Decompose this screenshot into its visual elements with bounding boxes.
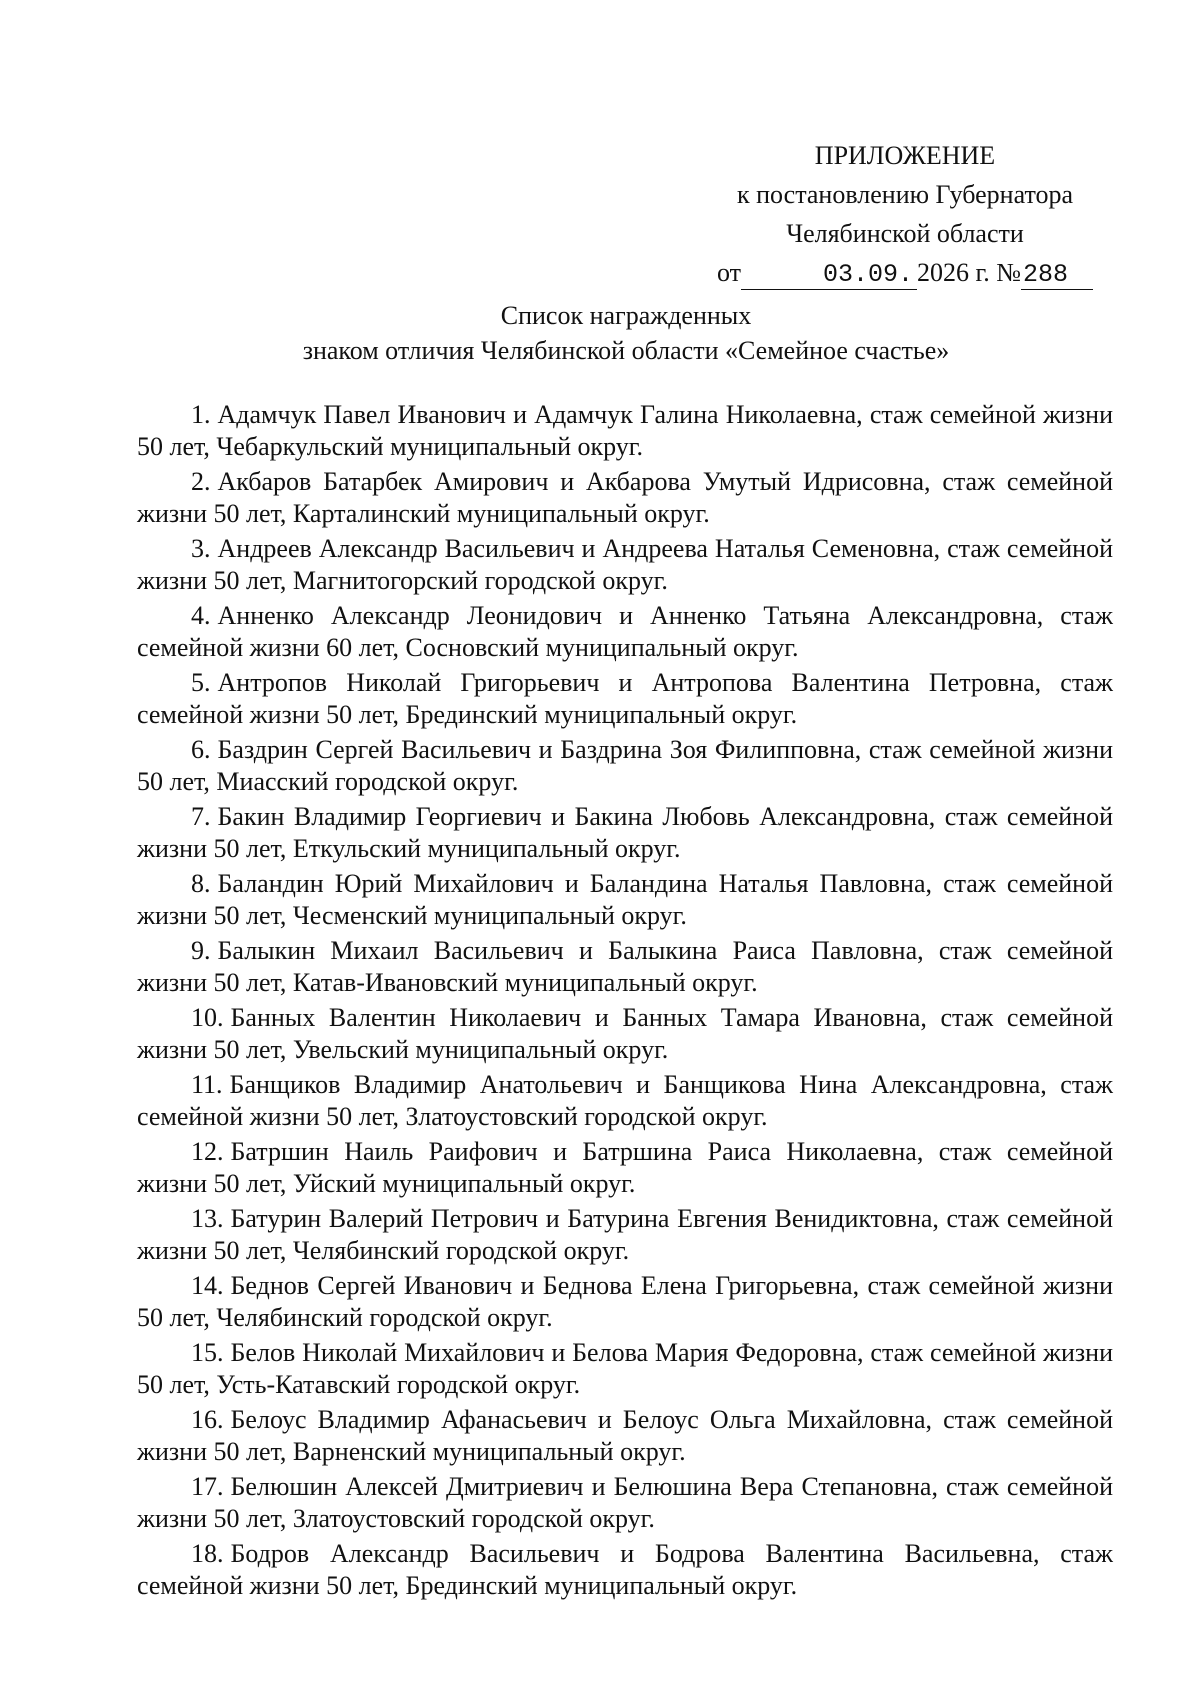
list-item-text: Балыкин Михаил Васильевич и Балыкина Раиса Павловна, стаж семейной жизни 50 лет, Катав-Ивановский муниципальный округ. [137,936,1113,997]
list-item-text: Бакин Владимир Георгиевич и Бакина Любовь Александровна, стаж семейной жизни 50 лет, Еткульский муниципальный округ. [137,802,1113,863]
list-item [137,1471,1113,1535]
decree-year: 2026 г. № [916,258,1022,287]
list-item-number: 5. [191,668,211,697]
list-item-text: Батурин Валерий Петрович и Батурина Евгения Венидиктовна, стаж семейной жизни 50 лет, Челябинский городской округ. [137,1204,1113,1265]
list-title [137,298,1115,368]
list-item-text: Баздрин Сергей Васильевич и Баздрина Зоя Филипповна, стаж семейной жизни 50 лет, Миасский городской округ. [137,735,1113,796]
list-item-text: Адамчук Павел Иванович и Адамчук Галина Николаевна, стаж семейной жизни 50 лет, Чебаркульский муниципальный округ. [137,400,1113,461]
list-item [137,1538,1113,1602]
list-item-text: Белоус Владимир Афанасьевич и Белоус Ольга Михайловна, стаж семейной жизни 50 лет, Варненский муниципальный округ. [137,1405,1113,1466]
list-item [137,1069,1113,1133]
appendix-subtitle-line1: к постановлению Губернатора [736,180,1074,209]
appendix-subtitle-line2: Челябинской области [786,219,1024,248]
list-item-text: Акбаров Батарбек Амирович и Акбарова Умутый Идрисовна, стаж семейной жизни 50 лет, Карталинский муниципальный округ. [137,467,1113,528]
list-item-number: 7. [191,802,211,831]
list-item [137,1337,1113,1401]
list-item [137,399,1113,463]
list-item-text: Бодров Александр Васильевич и Бодрова Валентина Васильевна, стаж семейной жизни 50 лет, Брединский муниципальный округ. [137,1539,1113,1600]
list-item-text: Анненко Александр Леонидович и Анненко Татьяна Александровна, стаж семейной жизни 60 лет, Сосновский муниципальный округ. [137,601,1113,662]
list-item [137,600,1113,664]
list-item [137,1203,1113,1267]
list-item [137,1270,1113,1334]
list-title-line2: знаком отличия Челябинской области «Семейное счастье» [302,336,950,365]
decree-date-line [700,253,1110,292]
list-item [137,868,1113,932]
list-item [137,1136,1113,1200]
list-item-number: 14. [191,1271,224,1300]
appendix-title: ПРИЛОЖЕНИЕ [814,141,996,170]
list-item-number: 12. [191,1137,224,1166]
list-item-text: Беднов Сергей Иванович и Беднова Елена Григорьевна, стаж семейной жизни 50 лет, Челябинский городской округ. [137,1271,1113,1332]
list-item [137,667,1113,731]
list-item-number: 11. [191,1070,223,1099]
list-item-text: Батршин Наиль Раифович и Батршина Раиса Николаевна, стаж семейной жизни 50 лет, Уйский муниципальный округ. [137,1137,1113,1198]
list-item-text: Белов Николай Михайлович и Белова Мария Федоровна, стаж семейной жизни 50 лет, Усть-Катавский городской округ. [137,1338,1113,1399]
list-item-number: 16. [191,1405,224,1434]
list-item [137,533,1113,597]
list-item-number: 2. [191,467,211,496]
list-item-text: Антропов Николай Григорьевич и Антропова Валентина Петровна, стаж семейной жизни 50 лет, Брединский муниципальный округ. [137,668,1113,729]
list-item [137,734,1113,798]
decree-date: 03.09. [741,261,917,290]
list-item [137,466,1113,530]
list-item-number: 10. [191,1003,224,1032]
decree-number: 288 [1021,261,1093,290]
list-item-text: Белюшин Алексей Дмитриевич и Белюшина Вера Степановна, стаж семейной жизни 50 лет, Златоустовский городской округ. [137,1472,1113,1533]
list-item-text: Андреев Александр Васильевич и Андреева Наталья Семеновна, стаж семейной жизни 50 лет, Магнитогорский городской округ. [137,534,1113,595]
list-item-number: 8. [191,869,211,898]
list-item-text: Банных Валентин Николаевич и Банных Тамара Ивановна, стаж семейной жизни 50 лет, Увельский муниципальный округ. [137,1003,1113,1064]
list-item-text: Баландин Юрий Михайлович и Баландина Наталья Павловна, стаж семейной жизни 50 лет, Чесменский муниципальный округ. [137,869,1113,930]
list-item-number: 6. [191,735,211,764]
appendix-header [700,136,1110,292]
list-item-number: 3. [191,534,211,563]
list-item-number: 4. [191,601,211,630]
list-item [137,1002,1113,1066]
list-item-text: Банщиков Владимир Анатольевич и Банщикова Нина Александровна, стаж семейной жизни 50 лет, Златоустовский городской округ. [137,1070,1113,1131]
list-item [137,1404,1113,1468]
list-item [137,801,1113,865]
list-item-number: 17. [191,1472,224,1501]
list-item-number: 15. [191,1338,224,1367]
list-item-number: 1. [191,400,211,429]
list-item-number: 18. [191,1539,224,1568]
awardee-list [137,399,1113,1605]
list-item-number: 13. [191,1204,224,1233]
list-item [137,935,1113,999]
date-prefix: от [716,258,741,287]
list-item-number: 9. [191,936,211,965]
list-title-line1: Список награжденных [500,301,752,330]
